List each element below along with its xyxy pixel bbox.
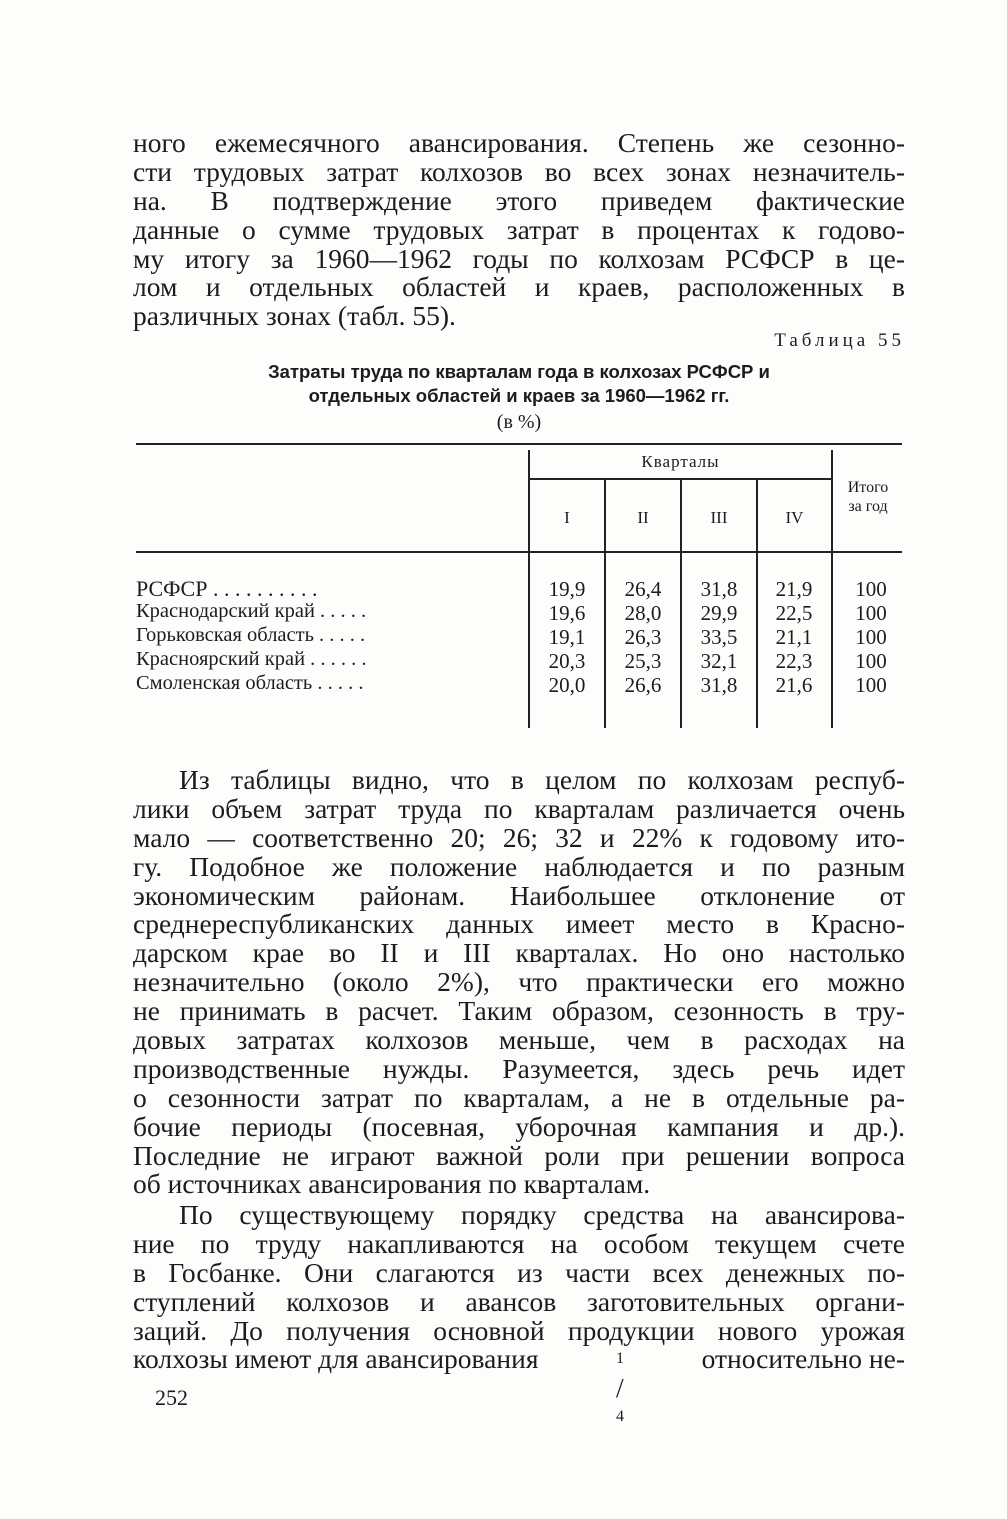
row-label-rsfsr: РСФСР . . . . . . . . . . xyxy=(136,576,318,601)
table-title-line: Затраты труда по кварталам года в колхозах РСФСР и xyxy=(268,361,770,382)
column-divider xyxy=(528,450,530,728)
text-line: мало — соответственно 20; 26; 32 и 22% к годовому ито- xyxy=(133,821,905,853)
text-line: сти трудовых затрат колхозов во всех зонах незначитель- xyxy=(133,155,905,187)
cell-value: 26,6 xyxy=(624,673,662,697)
header-quarters: Кварталы xyxy=(641,452,720,471)
text-line: различных зонах (табл. 55). xyxy=(133,300,456,332)
text-line: лики объем затрат труда по кварталам различается очень xyxy=(133,792,905,824)
text-line: Последние не играют важной роли при решении вопроса xyxy=(133,1139,905,1171)
cell-value: 100 xyxy=(855,601,887,625)
header-q1: I xyxy=(564,508,570,527)
cell-value: 28,0 xyxy=(624,601,662,625)
text-line: данные о сумме трудовых затрат в процентах к годово- xyxy=(133,213,905,245)
cell-value: 100 xyxy=(855,673,887,697)
line-start: колхозы имеют для авансирования xyxy=(133,1343,539,1375)
text-line: гу. Подобное же положение наблюдается и по разным xyxy=(133,850,905,882)
table-top-rule xyxy=(136,443,902,445)
text-line: ного ежемесячного авансирования. Степень же сезонно- xyxy=(133,127,905,158)
cell-value: 21,9 xyxy=(775,577,813,601)
text-line: лом и отдельных областей и краев, расположенных в xyxy=(133,271,905,303)
cell-value: 100 xyxy=(855,577,887,601)
cell-value: 19,6 xyxy=(548,601,586,625)
text-line: на. В подтверждение этого приведем фактические xyxy=(133,184,905,216)
row-label-krasnodar: Краснодарский край . . . . . xyxy=(136,600,367,622)
text-line: об источниках авансирования по кварталам. xyxy=(133,1168,651,1200)
header-total-line: за год xyxy=(848,498,888,515)
text-line: бочие периоды (посевная, уборочная кампания и др.). xyxy=(133,1110,905,1142)
cell-value: 26,3 xyxy=(624,625,662,649)
text-line: незначительно (около 2%), что практически его можно xyxy=(133,966,905,998)
text-line: дарском крае во II и III кварталах. Но оно настолько xyxy=(133,937,905,969)
header-q2: II xyxy=(637,508,649,527)
paragraph-analysis xyxy=(133,766,905,1199)
page-number: 252 xyxy=(155,1385,188,1410)
text-line: довых затратах колхозов меньше, чем в расходах на xyxy=(133,1024,905,1056)
cell-value: 31,8 xyxy=(700,577,738,601)
fraction: 1 / 4 xyxy=(616,1350,625,1426)
cell-value: 22,3 xyxy=(775,649,813,673)
header-total-line: Итого xyxy=(847,479,889,496)
text-line: в Госбанке. Они слагаются из части всех денежных по- xyxy=(133,1256,905,1288)
text-line: заций. До получения основной продукции нового урожая xyxy=(133,1314,905,1346)
cell-value: 32,1 xyxy=(700,649,738,673)
table-title xyxy=(133,360,905,408)
cell-value: 19,1 xyxy=(548,625,586,649)
cell-value: 31,8 xyxy=(700,673,738,697)
row-label-krasnoyarsk: Красноярский край . . . . . . xyxy=(136,648,367,670)
text-line: ступлений колхозов и авансов заготовительных органи- xyxy=(133,1285,905,1317)
cell-value: 20,0 xyxy=(548,673,586,697)
cell-value: 29,9 xyxy=(700,601,738,625)
cell-value: 19,9 xyxy=(548,577,586,601)
table-title-line: отдельных областей и краев за 1960—1962 гг. xyxy=(308,385,730,406)
cell-value: 100 xyxy=(855,649,887,673)
text-line: экономическим районам. Наибольшее отклонение от xyxy=(133,879,905,911)
text-line: производственные нужды. Разумеется, здесь речь идет xyxy=(133,1052,905,1084)
cell-value: 22,5 xyxy=(775,601,813,625)
table-header-rule xyxy=(136,551,902,553)
paragraph-intro xyxy=(133,129,905,331)
cell-value: 26,4 xyxy=(624,577,662,601)
table-label: Таблица 55 xyxy=(774,330,905,351)
header-q3: III xyxy=(710,508,728,527)
text-line: По существующему порядку средства на авансирова- xyxy=(179,1199,905,1230)
row-label-gorky: Горьковская область . . . . . xyxy=(136,624,366,646)
text-line: ние по труду накапливаются на особом текущем счете xyxy=(133,1227,905,1259)
cell-value: 21,6 xyxy=(775,673,813,697)
table-unit: (в %) xyxy=(496,411,542,433)
cell-value: 25,3 xyxy=(624,649,662,673)
header-total xyxy=(833,478,903,516)
header-q4: IV xyxy=(785,508,804,527)
line-end: относительно не- xyxy=(701,1343,905,1375)
text-line: среднереспубликанских данных имеет место в Красно- xyxy=(133,908,905,940)
text-line: Из таблицы видно, что в целом по колхозам респуб- xyxy=(179,764,905,795)
cell-value: 21,1 xyxy=(775,625,813,649)
cell-value: 33,5 xyxy=(700,625,738,649)
cell-value: 100 xyxy=(855,625,887,649)
row-label-smolensk: Смоленская область . . . . . xyxy=(136,672,364,694)
text-line: не принимать в расчет. Таким образом, сезонность в тру- xyxy=(133,995,905,1027)
text-line: о сезонности затрат по кварталам, а не в отдельные ра- xyxy=(133,1081,905,1113)
cell-value: 20,3 xyxy=(548,649,586,673)
text-line: му итогу за 1960—1962 годы по колхозам РСФСР в це- xyxy=(133,242,905,274)
